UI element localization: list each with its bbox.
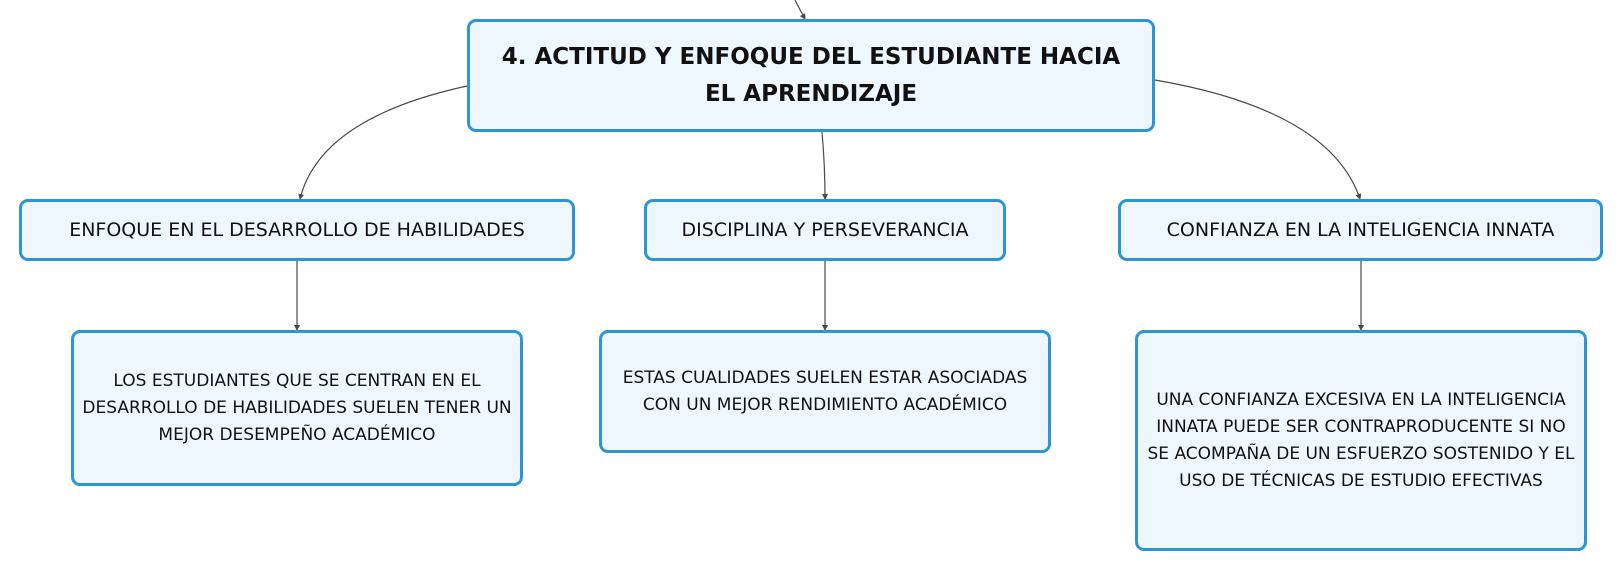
- subtopic-label: DISCIPLINA Y PERSEVERANCIA: [681, 219, 969, 241]
- root-topic-node[interactable]: [467, 19, 1155, 132]
- subtopic-node-skills-focus[interactable]: [19, 199, 575, 261]
- detail-node-innate-intelligence[interactable]: [1135, 330, 1587, 551]
- detail-label: LOS ESTUDIANTES QUE SE CENTRAN EN EL DESARROLLO DE HABILIDADES SUELEN TENER UN MEJOR DESEMPEÑO ACADÉMICO: [82, 370, 512, 445]
- subtopic-label: CONFIANZA EN LA INTELIGENCIA INNATA: [1166, 219, 1555, 241]
- detail-node-skills-focus[interactable]: [71, 330, 523, 486]
- detail-label: UNA CONFIANZA EXCESIVA EN LA INTELIGENCIA INNATA PUEDE SER CONTRAPRODUCENTE SI NO SE ACOMPAÑA DE UN ESFUERZO SOSTENIDO Y EL USO DE TÉCNICAS DE ESTUDIO EFECTIVAS: [1147, 389, 1575, 491]
- connector-root-to-cat-left: [300, 86, 467, 199]
- subtopic-node-innate-intelligence[interactable]: [1118, 199, 1603, 261]
- subtopic-label: ENFOQUE EN EL DESARROLLO DE HABILIDADES: [69, 219, 525, 241]
- detail-label: ESTAS CUALIDADES SUELEN ESTAR ASOCIADAS CON UN MEJOR RENDIMIENTO ACADÉMICO: [622, 367, 1028, 415]
- root-topic-label: 4. ACTITUD Y ENFOQUE DEL ESTUDIANTE HACIA EL APRENDIZAJE: [501, 43, 1121, 107]
- subtopic-node-discipline[interactable]: [644, 199, 1006, 261]
- connector-root-to-cat-center: [822, 132, 825, 199]
- detail-node-discipline[interactable]: [599, 330, 1051, 453]
- connector-incoming-root: [795, 0, 805, 19]
- connector-root-to-cat-right: [1155, 80, 1360, 199]
